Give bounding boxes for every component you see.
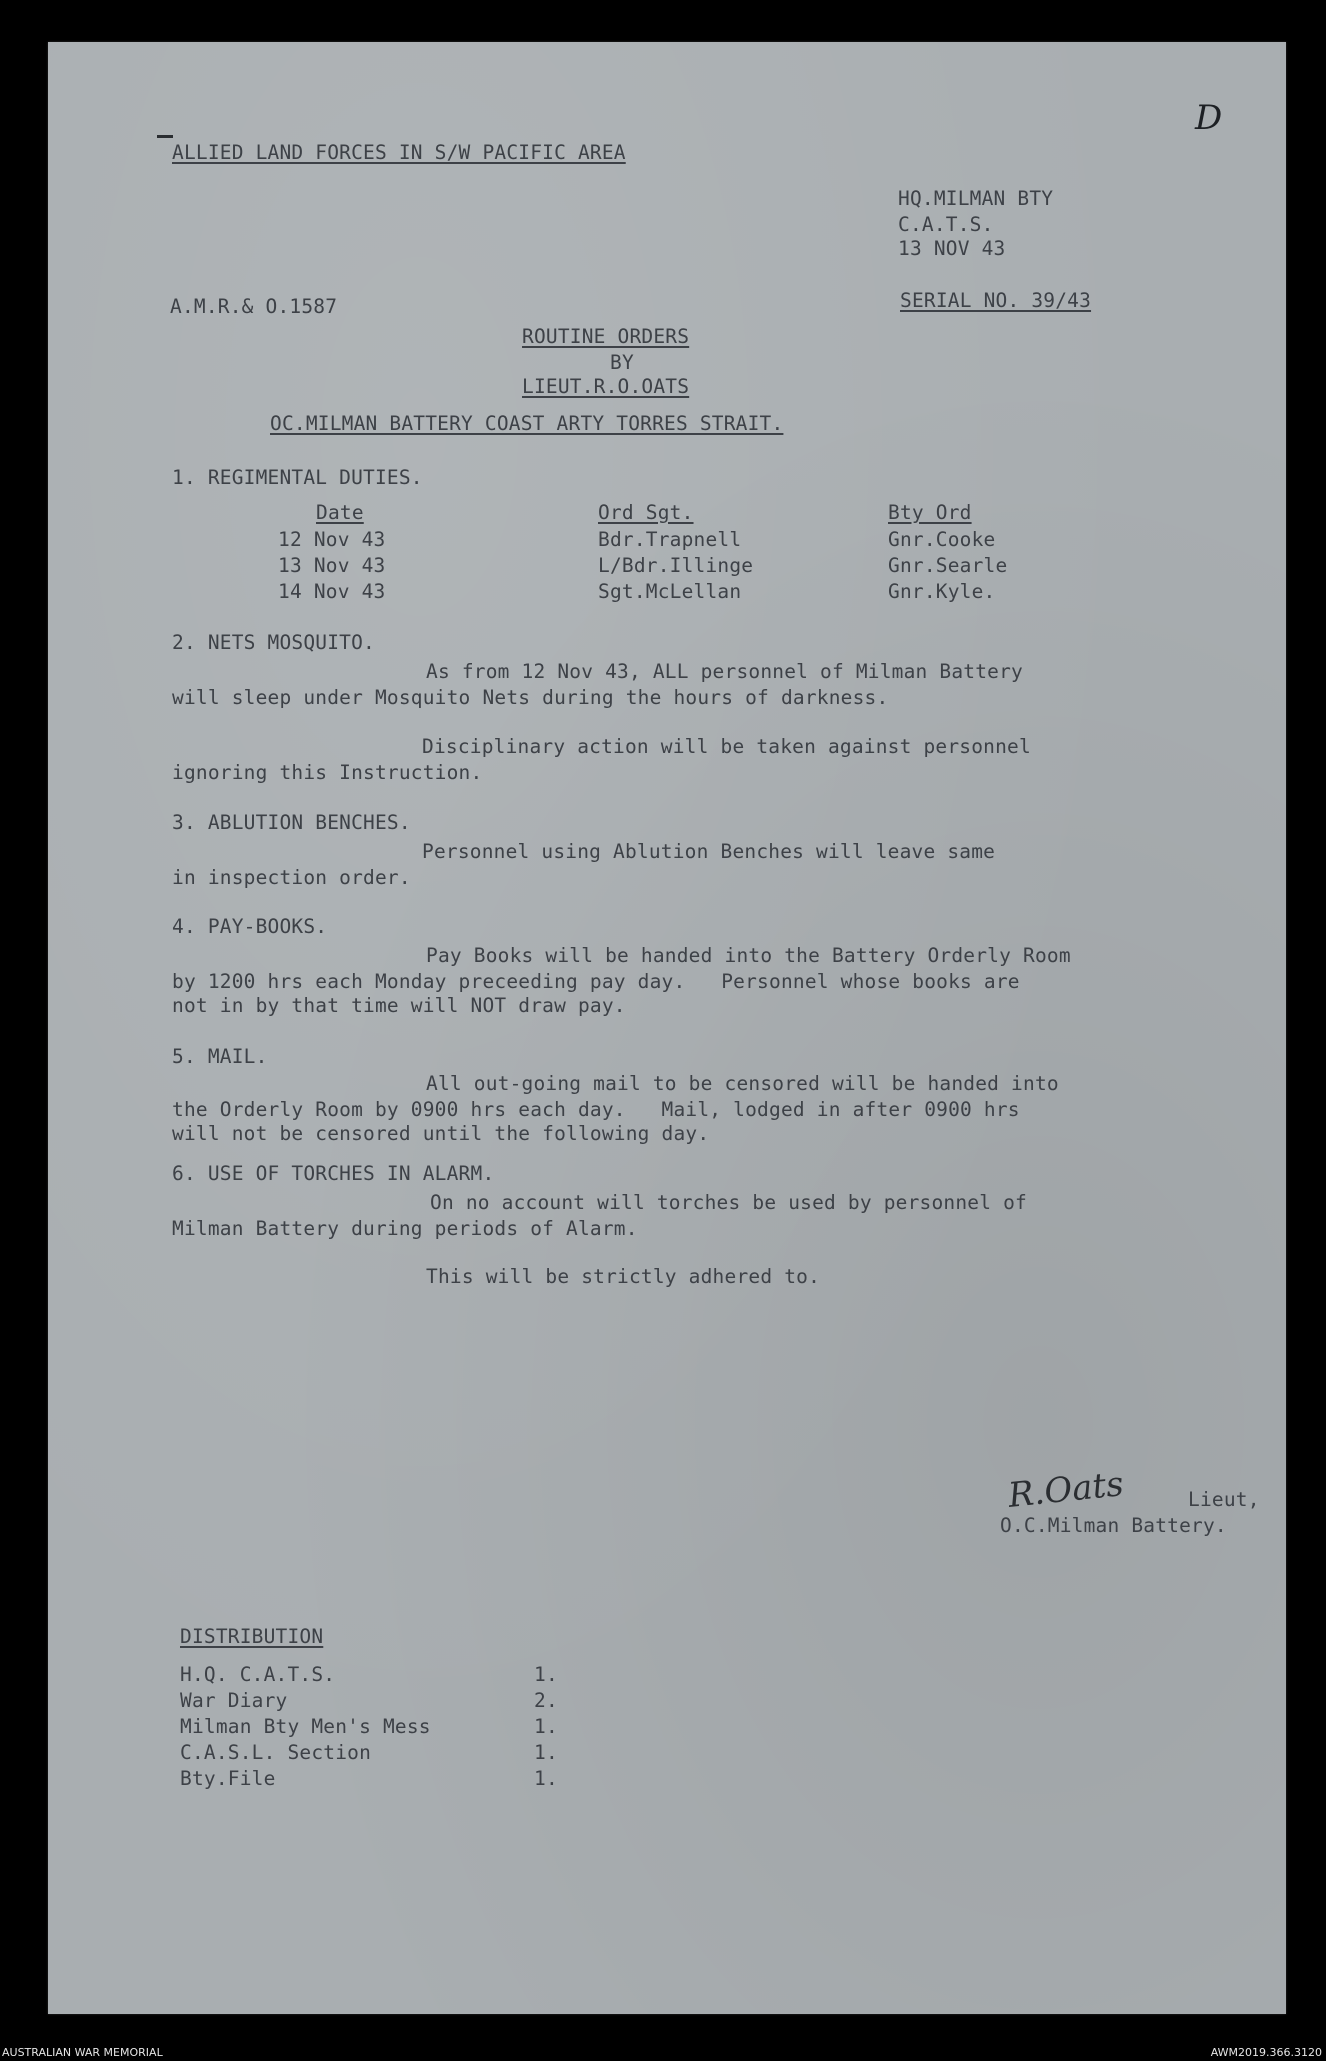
section-5-line-2: the Orderly Room by 0900 hrs each day. Mail, lodged in after 0900 hrs <box>172 1098 1020 1121</box>
title-routine-orders: ROUTINE ORDERS <box>522 325 690 348</box>
section-2-line-4: ignoring this Instruction. <box>172 761 483 784</box>
corner-mark: D <box>1195 98 1223 138</box>
distribution-row-2-count: 2. <box>534 1689 558 1712</box>
duties-row-3-bty-ord: Gnr.Kyle. <box>888 580 996 603</box>
header-right-unit: HQ.MILMAN BTY <box>898 187 1054 210</box>
section-5-line-1: All out-going mail to be censored will be handed into <box>426 1072 1059 1095</box>
duties-header-ord-sgt: Ord Sgt. <box>598 501 694 524</box>
section-3-line-1: Personnel using Ablution Benches will leave same <box>422 840 996 863</box>
duties-row-3-ord-sgt: Sgt.McLellan <box>598 580 742 603</box>
distribution-row-5-name: Bty.File <box>180 1767 276 1790</box>
duties-header-date: Date <box>316 501 364 524</box>
header-left: ALLIED LAND FORCES IN S/W PACIFIC AREA <box>172 141 626 164</box>
duties-row-1-date: 12 Nov 43 <box>278 528 386 551</box>
duties-row-2-bty-ord: Gnr.Searle <box>888 554 1008 577</box>
title-unit: OC.MILMAN BATTERY COAST ARTY TORRES STRAIT. <box>270 412 784 435</box>
header-dash <box>157 135 173 138</box>
signature-rank: Lieut, <box>1188 1488 1260 1511</box>
section-3-line-2: in inspection order. <box>172 866 411 889</box>
section-6-line-2: Milman Battery during periods of Alarm. <box>172 1217 638 1240</box>
title-by: BY <box>610 351 634 374</box>
duties-row-3-date: 14 Nov 43 <box>278 580 386 603</box>
section-2-heading: 2. NETS MOSQUITO. <box>172 631 375 654</box>
serial-number: SERIAL NO. 39/43 <box>900 289 1092 312</box>
duties-header-bty-ord: Bty Ord <box>888 501 972 524</box>
duties-row-2-date: 13 Nov 43 <box>278 554 386 577</box>
section-3-heading: 3. ABLUTION BENCHES. <box>172 811 411 834</box>
duties-row-2-ord-sgt: L/Bdr.Illinge <box>598 554 754 577</box>
section-1-heading: 1. REGIMENTAL DUTIES. <box>172 466 423 489</box>
section-4-line-2: by 1200 hrs each Monday preceeding pay day. Personnel whose books are <box>172 970 1020 993</box>
header-right-cats: C.A.T.S. <box>898 213 994 236</box>
section-5-line-3: will not be censored until the following day. <box>172 1122 710 1145</box>
header-right-date: 13 NOV 43 <box>898 237 1006 260</box>
distribution-heading: DISTRIBUTION <box>180 1625 324 1648</box>
distribution-row-5-count: 1. <box>534 1767 558 1790</box>
footer-institution: AUSTRALIAN WAR MEMORIAL <box>2 2046 163 2059</box>
section-4-line-1: Pay Books will be handed into the Battery Orderly Room <box>426 944 1071 967</box>
distribution-row-3-name: Milman Bty Men's Mess <box>180 1715 431 1738</box>
duties-row-1-bty-ord: Gnr.Cooke <box>888 528 996 551</box>
distribution-row-4-count: 1. <box>534 1741 558 1764</box>
section-4-line-3: not in by that time will NOT draw pay. <box>172 994 626 1017</box>
distribution-row-2-name: War Diary <box>180 1689 288 1712</box>
section-2-line-1: As from 12 Nov 43, ALL personnel of Milman Battery <box>426 660 1023 683</box>
signature-position: O.C.Milman Battery. <box>1000 1514 1227 1537</box>
section-2-line-2: will sleep under Mosquito Nets during the hours of darkness. <box>172 686 889 709</box>
title-officer: LIEUT.R.O.OATS <box>522 375 690 398</box>
duties-row-1-ord-sgt: Bdr.Trapnell <box>598 528 742 551</box>
handwritten-signature: R.Oats <box>1006 1464 1126 1516</box>
footer-accession-number: AWM2019.366.3120 <box>1210 2046 1322 2059</box>
section-6-line-3: This will be strictly adhered to. <box>426 1265 821 1288</box>
distribution-row-1-name: H.Q. C.A.T.S. <box>180 1663 336 1686</box>
distribution-row-3-count: 1. <box>534 1715 558 1738</box>
distribution-row-1-count: 1. <box>534 1663 558 1686</box>
section-6-heading: 6. USE OF TORCHES IN ALARM. <box>172 1162 495 1185</box>
section-6-line-1: On no account will torches be used by personnel of <box>430 1191 1027 1214</box>
section-2-line-3: Disciplinary action will be taken against personnel <box>422 735 1031 758</box>
section-4-heading: 4. PAY-BOOKS. <box>172 915 328 938</box>
section-5-heading: 5. MAIL. <box>172 1045 268 1068</box>
reference-number: A.M.R.& O.1587 <box>170 295 338 318</box>
distribution-row-4-name: C.A.S.L. Section <box>180 1741 372 1764</box>
